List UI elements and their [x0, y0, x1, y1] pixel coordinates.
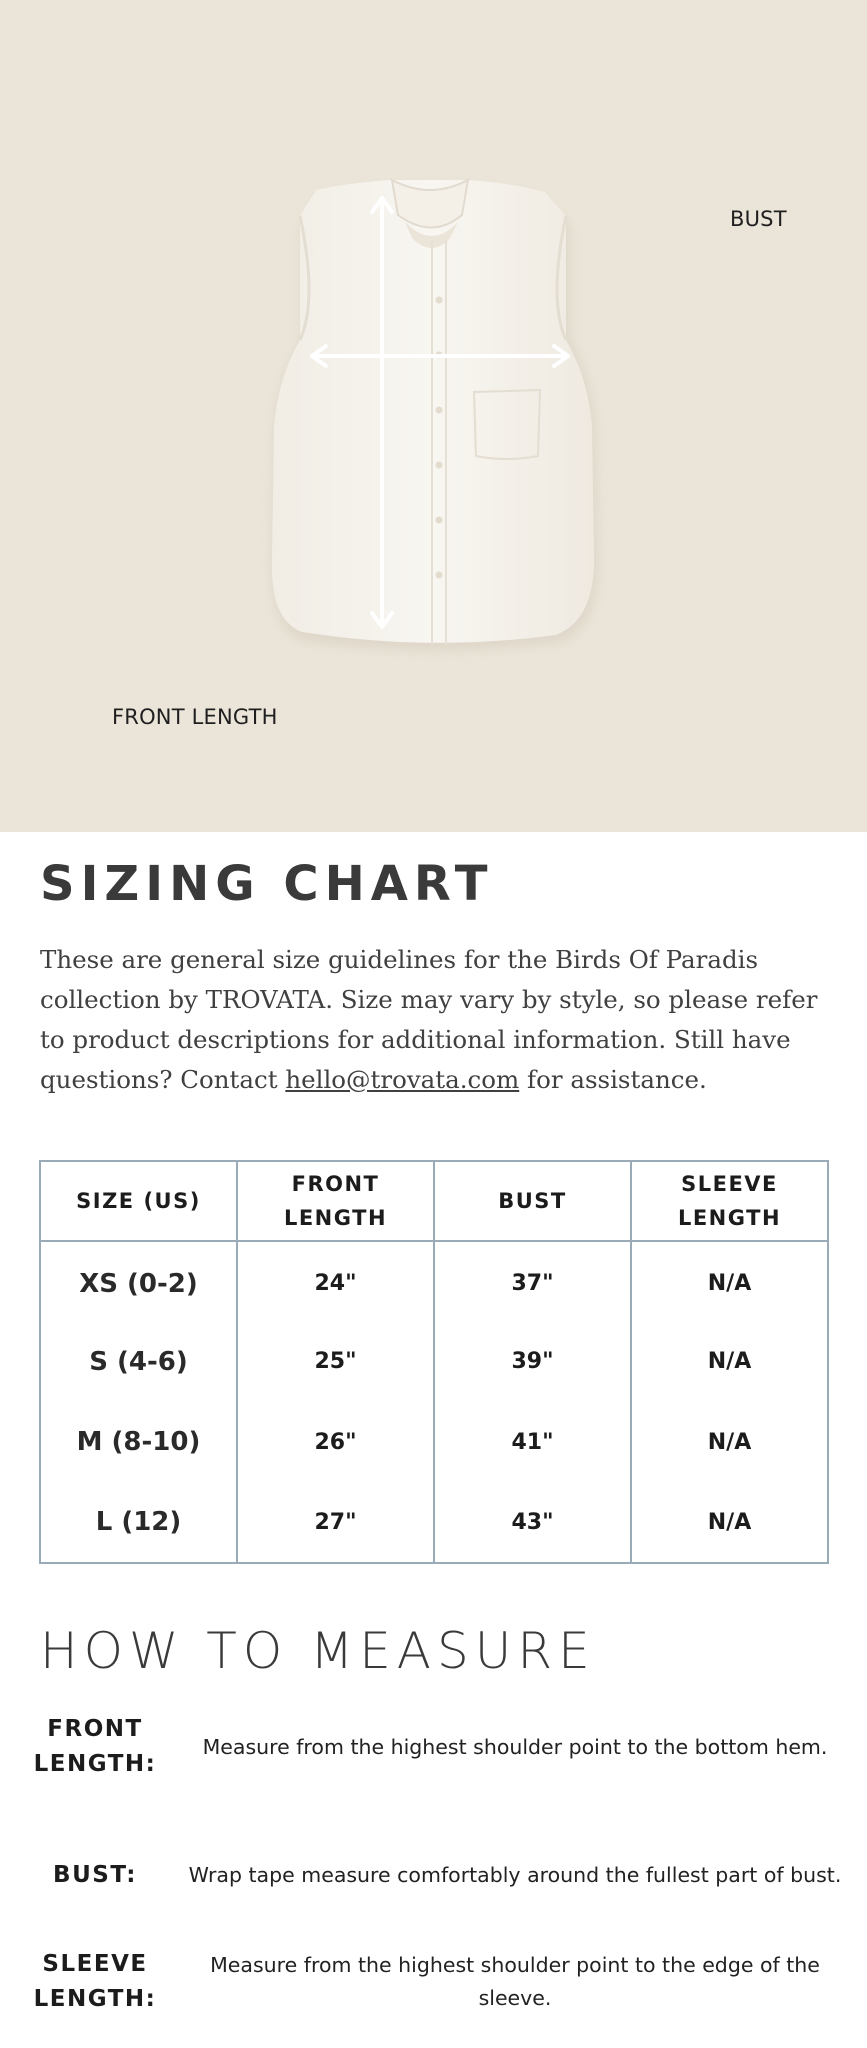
header-front-length — [237, 1161, 434, 1241]
cell-front-length: 24" — [237, 1241, 434, 1322]
table-row — [40, 1483, 828, 1564]
cell-bust: 41" — [434, 1402, 631, 1483]
measure-term — [20, 1947, 170, 2017]
contact-email-link[interactable]: hello@trovata.com — [285, 1065, 520, 1094]
table-row — [40, 1241, 828, 1322]
cell-bust: 39" — [434, 1322, 631, 1403]
how-to-measure-title: HOW TO MEASURE — [40, 1622, 596, 1680]
header-sleeve-length-line1: SLEEVE — [681, 1172, 778, 1196]
cell-front-length: 25" — [237, 1322, 434, 1403]
intro-text: These are general size guidelines for the Birds Of Paradis collection by TROVATA. Size may vary by style, so please refer to product descriptions for additional information. Still have questions? Contact — [40, 945, 818, 1094]
bust-label: BUST — [730, 207, 787, 231]
header-front-length-line1: FRONT — [291, 1172, 380, 1196]
cell-bust: 37" — [434, 1241, 631, 1322]
measure-item-bust — [20, 1840, 850, 1910]
header-bust-label: BUST — [498, 1189, 567, 1213]
measure-term-line1: FRONT — [47, 1716, 143, 1742]
header-sleeve-length-line2: LENGTH — [677, 1206, 782, 1230]
intro-suffix: for assistance. — [519, 1065, 707, 1094]
table-row — [40, 1402, 828, 1483]
table-row — [40, 1322, 828, 1403]
measure-term-line2: LENGTH: — [33, 1751, 157, 1777]
measure-item-front-length — [20, 1712, 850, 1782]
cell-front-length: 26" — [237, 1402, 434, 1483]
cell-size: S (4-6) — [40, 1322, 237, 1403]
measure-term — [20, 1712, 170, 1782]
cell-sleeve-length: N/A — [631, 1483, 828, 1564]
measure-term: BUST: — [53, 1861, 137, 1888]
sizing-intro — [40, 940, 835, 1100]
header-front-length-line2: LENGTH — [283, 1206, 388, 1230]
measure-term-line2: LENGTH: — [33, 1986, 157, 2012]
cell-sleeve-length: N/A — [631, 1402, 828, 1483]
cell-size: XS (0-2) — [40, 1241, 237, 1322]
cell-size: M (8-10) — [40, 1402, 237, 1483]
header-size-label: SIZE (US) — [76, 1189, 201, 1213]
front-length-label: FRONT LENGTH — [112, 705, 278, 729]
measure-description: Wrap tape measure comfortably around the fullest part of bust. — [188, 1862, 842, 1887]
cell-sleeve-length: N/A — [631, 1322, 828, 1403]
table-header-row — [40, 1161, 828, 1241]
sizing-chart-title: SIZING CHART — [40, 856, 494, 912]
cell-size: L (12) — [40, 1483, 237, 1564]
size-table — [39, 1160, 829, 1564]
header-sleeve-length — [631, 1161, 828, 1241]
measure-term-line1: SLEEVE — [42, 1951, 148, 1977]
header-bust — [434, 1161, 631, 1241]
cell-front-length: 27" — [237, 1483, 434, 1564]
product-measurement-image — [0, 0, 867, 832]
measure-description: Measure from the highest shoulder point to the edge of the sleeve. — [210, 1953, 820, 2010]
cell-sleeve-length: N/A — [631, 1241, 828, 1322]
header-size — [40, 1161, 237, 1241]
measure-item-sleeve-length — [20, 1944, 850, 2020]
measure-description: Measure from the highest shoulder point to the bottom hem. — [202, 1734, 828, 1759]
cell-bust: 43" — [434, 1483, 631, 1564]
